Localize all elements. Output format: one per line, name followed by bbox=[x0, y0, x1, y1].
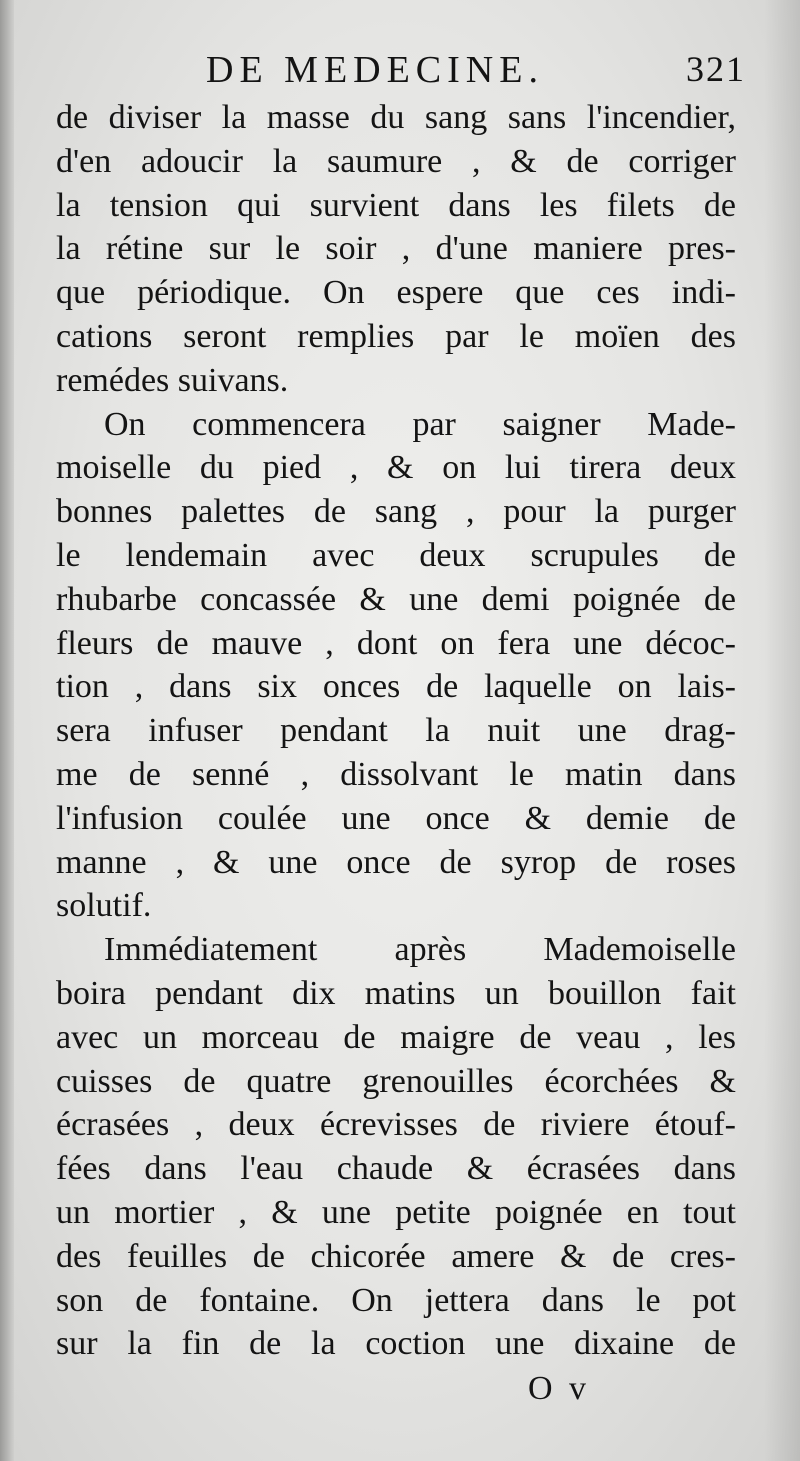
text-line: solutif. bbox=[56, 887, 152, 925]
page-header bbox=[56, 48, 746, 92]
text-line: Immédiatement après Mademoiselle bbox=[104, 931, 736, 969]
text-line: que périodique. On espere que ces indi- bbox=[56, 274, 736, 312]
running-head: DE MEDECINE. bbox=[206, 49, 544, 91]
text-line: sur la fin de la coction une dixaine de bbox=[56, 1325, 736, 1363]
page-body bbox=[56, 96, 736, 1366]
paragraph-3 bbox=[56, 928, 736, 1366]
text-line: son de fontaine. On jettera dans le pot bbox=[56, 1281, 736, 1319]
text-line: boira pendant dix matins un bouillon fait bbox=[56, 974, 736, 1012]
page-edge-shadow bbox=[764, 0, 800, 1461]
text-line: On commencera par saigner Made- bbox=[104, 405, 736, 443]
paragraph-1 bbox=[56, 96, 736, 403]
text-line: tion , dans six onces de laquelle on lais- bbox=[56, 668, 736, 706]
text-line: le lendemain avec deux scrupules de bbox=[56, 536, 736, 574]
page-number: 321 bbox=[686, 49, 746, 89]
text-line: manne , & une once de syrop de roses bbox=[56, 843, 736, 881]
text-line: rhubarbe concassée & une demi poignée de bbox=[56, 580, 736, 618]
text-line: des feuilles de chicorée amere & de cres- bbox=[56, 1237, 736, 1275]
text-line: cations seront remplies par le moïen des bbox=[56, 317, 736, 355]
signature-mark: O v bbox=[528, 1370, 591, 1407]
text-line: remédes suivans. bbox=[56, 361, 289, 399]
text-line: cuisses de quatre grenouilles écorchées & bbox=[56, 1062, 736, 1100]
text-line: l'infusion coulée une once & demie de bbox=[56, 799, 736, 837]
text-line: fées dans l'eau chaude & écrasées dans bbox=[56, 1150, 736, 1188]
text-line: sera infuser pendant la nuit une drag- bbox=[56, 712, 736, 750]
text-line: écrasées , deux écrevisses de riviere étouf- bbox=[56, 1106, 736, 1144]
text-line: la tension qui survient dans les filets de bbox=[56, 186, 736, 224]
page-gutter-shadow bbox=[0, 0, 14, 1461]
text-line: un mortier , & une petite poignée en tout bbox=[56, 1193, 736, 1231]
text-line: de diviser la masse du sang sans l'incendier, bbox=[56, 99, 736, 136]
text-line: me de senné , dissolvant le matin dans bbox=[56, 755, 736, 793]
text-line: avec un morceau de maigre de veau , les bbox=[56, 1018, 736, 1056]
text-line: bonnes palettes de sang , pour la purger bbox=[56, 493, 736, 531]
text-line: fleurs de mauve , dont on fera une décoc- bbox=[56, 624, 736, 662]
text-line: moiselle du pied , & on lui tirera deux bbox=[56, 449, 736, 487]
text-line: d'en adoucir la saumure , & de corriger bbox=[56, 142, 736, 180]
text-line: la rétine sur le soir , d'une maniere pres- bbox=[56, 230, 736, 268]
paragraph-2 bbox=[56, 403, 736, 929]
